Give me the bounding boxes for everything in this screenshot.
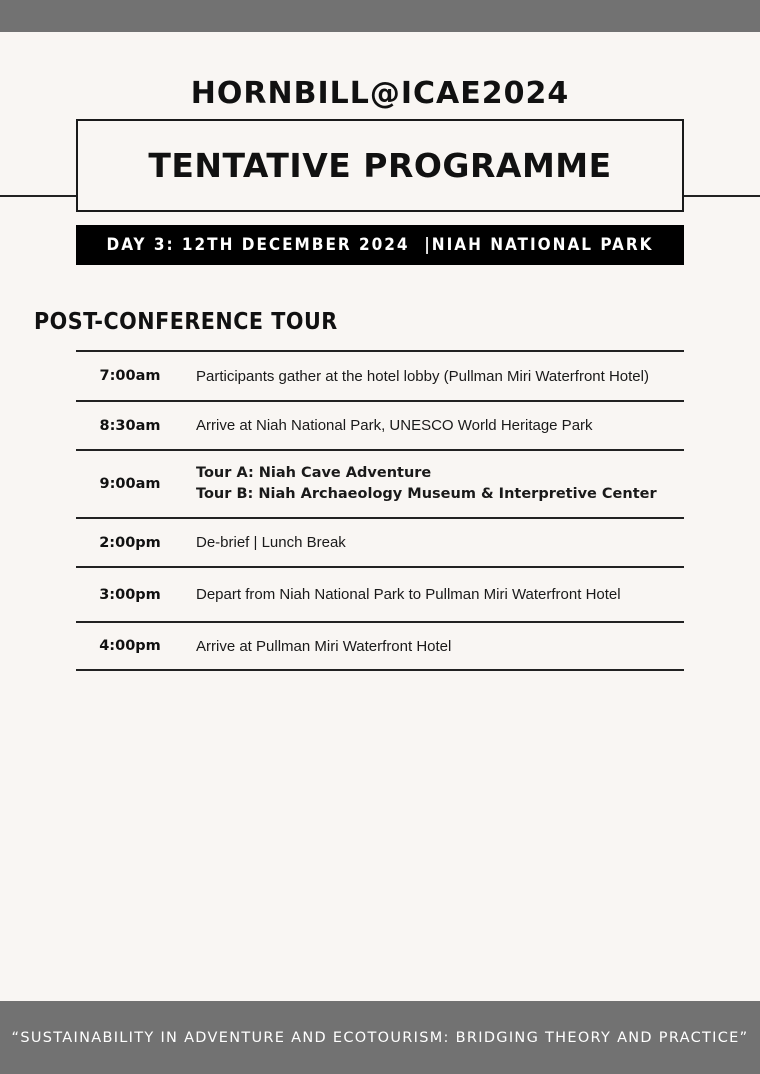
tour-a-line: Tour A: Niah Cave Adventure [196, 465, 432, 481]
day-info: DAY 3: 12TH DECEMBER 2024 |NIAH NATIONAL PARK [106, 235, 654, 255]
section-heading: POST-CONFERENCE TOUR [34, 309, 338, 335]
schedule-time: 2:00pm [99, 534, 161, 551]
schedule-row [76, 621, 684, 671]
decorative-rule-right [683, 195, 760, 197]
schedule-row [76, 350, 684, 400]
schedule-row [76, 449, 684, 517]
tour-b-line: Tour B: Niah Archaeology Museum & Interpretive Center [196, 486, 657, 502]
schedule-time: 7:00am [99, 368, 161, 384]
schedule-time: 8:30am [99, 417, 161, 434]
schedule-time: 3:00pm [99, 586, 161, 603]
schedule-row [76, 400, 684, 449]
schedule-row [76, 517, 684, 566]
schedule-description: Depart from Niah National Park to Pullman Miri Waterfront Hotel [196, 586, 621, 603]
schedule-time: 9:00am [99, 476, 161, 492]
schedule-row [76, 566, 684, 621]
day-banner [76, 225, 684, 265]
schedule-description: De-brief | Lunch Break [196, 534, 346, 551]
decorative-rule-left [0, 195, 77, 197]
footer-bar [0, 1001, 760, 1074]
schedule-description: Arrive at Pullman Miri Waterfront Hotel [196, 637, 452, 655]
schedule-description: Participants gather at the hotel lobby (Pullman Miri Waterfront Hotel) [196, 367, 649, 385]
programme-title: TENTATIVE PROGRAMME [148, 146, 612, 185]
schedule-time: 4:00pm [99, 638, 161, 654]
schedule-description: Arrive at Niah National Park, UNESCO World Heritage Park [196, 417, 593, 434]
top-bar [0, 0, 760, 32]
footer-tagline: “SUSTAINABILITY IN ADVENTURE AND ECOTOURISM: BRIDGING THEORY AND PRACTICE” [11, 1029, 749, 1046]
schedule-description [196, 463, 657, 505]
programme-title-box [76, 119, 684, 212]
event-title: HORNBILL@ICAE2024 [190, 76, 570, 111]
schedule-table [76, 350, 684, 671]
